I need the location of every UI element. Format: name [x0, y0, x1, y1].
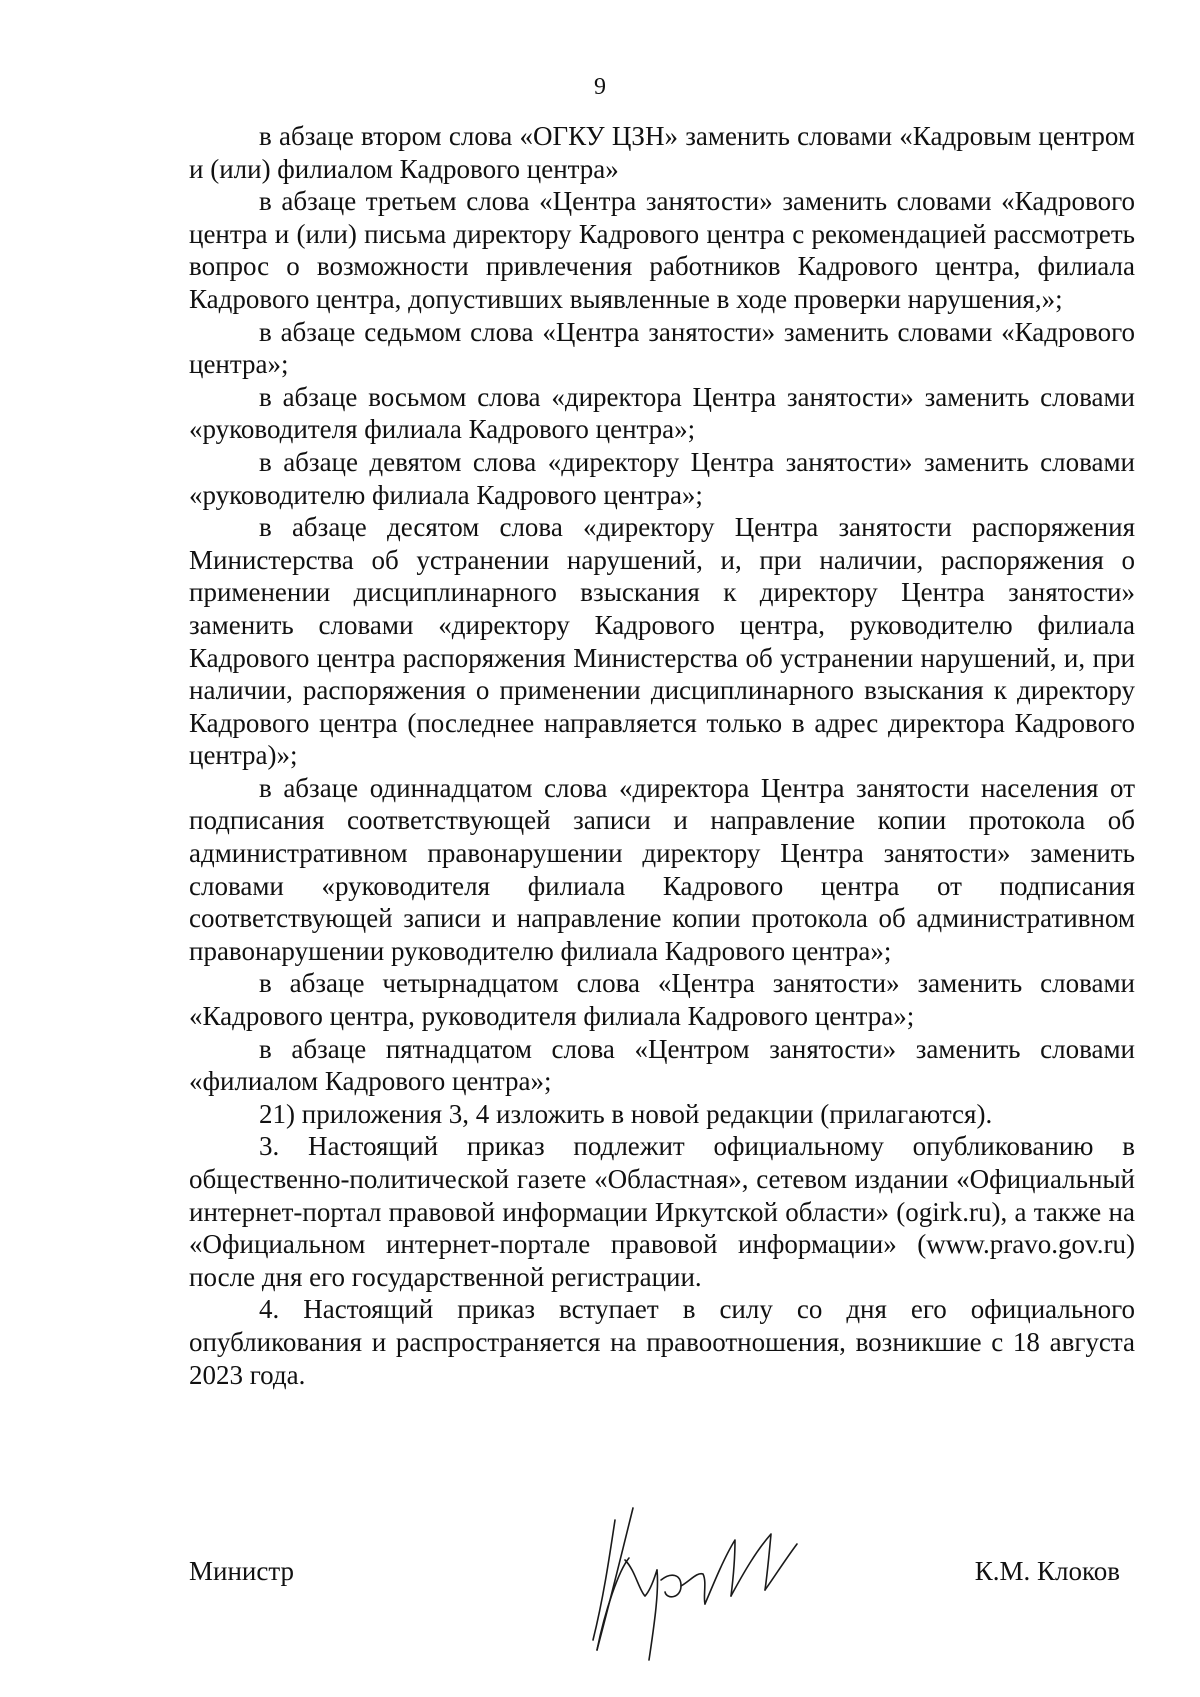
paragraph: в абзаце восьмом слова «директора Центра занятости» заменить словами «руководителя филиала Кадрового центра»; [189, 381, 1135, 445]
paragraph: в абзаце пятнадцатом слова «Центром занятости» заменить словами «филиалом Кадрового центра»; [189, 1033, 1135, 1097]
paragraph: 21) приложения 3, 4 изложить в новой редакции (прилагаются). [259, 1098, 993, 1129]
document-body [189, 120, 1135, 1391]
paragraph: 4. Настоящий приказ вступает в силу со дня его официального опубликования и распространяется на правоотношения, возникшие с 18 августа 2023 года. [189, 1294, 1135, 1390]
paragraph: в абзаце третьем слова «Центра занятости» заменить словами «Кадрового центра и (или) письма директору Кадрового центра с рекомендацией рассмотреть вопрос о возможности привлечения работников Кадрового центра, филиала Кадрового центра, допустивших выявленные в ходе проверки нарушения,»; [189, 186, 1135, 314]
handwritten-signature [585, 1500, 805, 1670]
signatory-name: К.М. Клоков [974, 1556, 1120, 1586]
signatory-title: Министр [189, 1556, 294, 1586]
paragraph: в абзаце одиннадцатом слова «директора Центра занятости населения от подписания соответствующей записи и направление копии протокола об административном правонарушении директору Центра занятости» заменить словами «руководителя филиала Кадрового центра от подписания соответствующей записи и направление копии протокола об административном правонарушении руководителю филиала Кадрового центра»; [189, 772, 1135, 966]
paragraph: 3. Настоящий приказ подлежит официальному опубликованию в общественно-политической газете «Областная», сетевом издании «Официальный интернет-портал правовой информации Иркутской области» (ogirk.ru), а также на «Официальном интернет-портале правовой информации» (www.pravo.gov.ru) после дня его государственной регистрации. [189, 1131, 1135, 1292]
paragraph: в абзаце десятом слова «директору Центра занятости распоряжения Министерства об устранении нарушений, и, при наличии, распоряжения о применении дисциплинарного взыскания к директору Центра занятости» заменить словами «директору Кадрового центра, руководителю филиала Кадрового центра распоряжения Министерства об устранении нарушений, и, при наличии, распоряжения о применении дисциплинарного взыскания к директору Кадрового центра (последнее направляется только в адрес директора Кадрового центра)»; [189, 512, 1135, 771]
page-number: 9 [594, 74, 606, 100]
paragraph: в абзаце седьмом слова «Центра занятости» заменить словами «Кадрового центра»; [189, 316, 1135, 380]
paragraph: в абзаце четырнадцатом слова «Центра занятости» заменить словами «Кадрового центра, руководителя филиала Кадрового центра»; [189, 968, 1135, 1032]
paragraph: в абзаце втором слова «ОГКУ ЦЗН» заменить словами «Кадровым центром и (или) филиалом Кадрового центра» [189, 121, 1135, 184]
paragraph: в абзаце девятом слова «директору Центра занятости» заменить словами «руководителю филиала Кадрового центра»; [189, 446, 1135, 510]
